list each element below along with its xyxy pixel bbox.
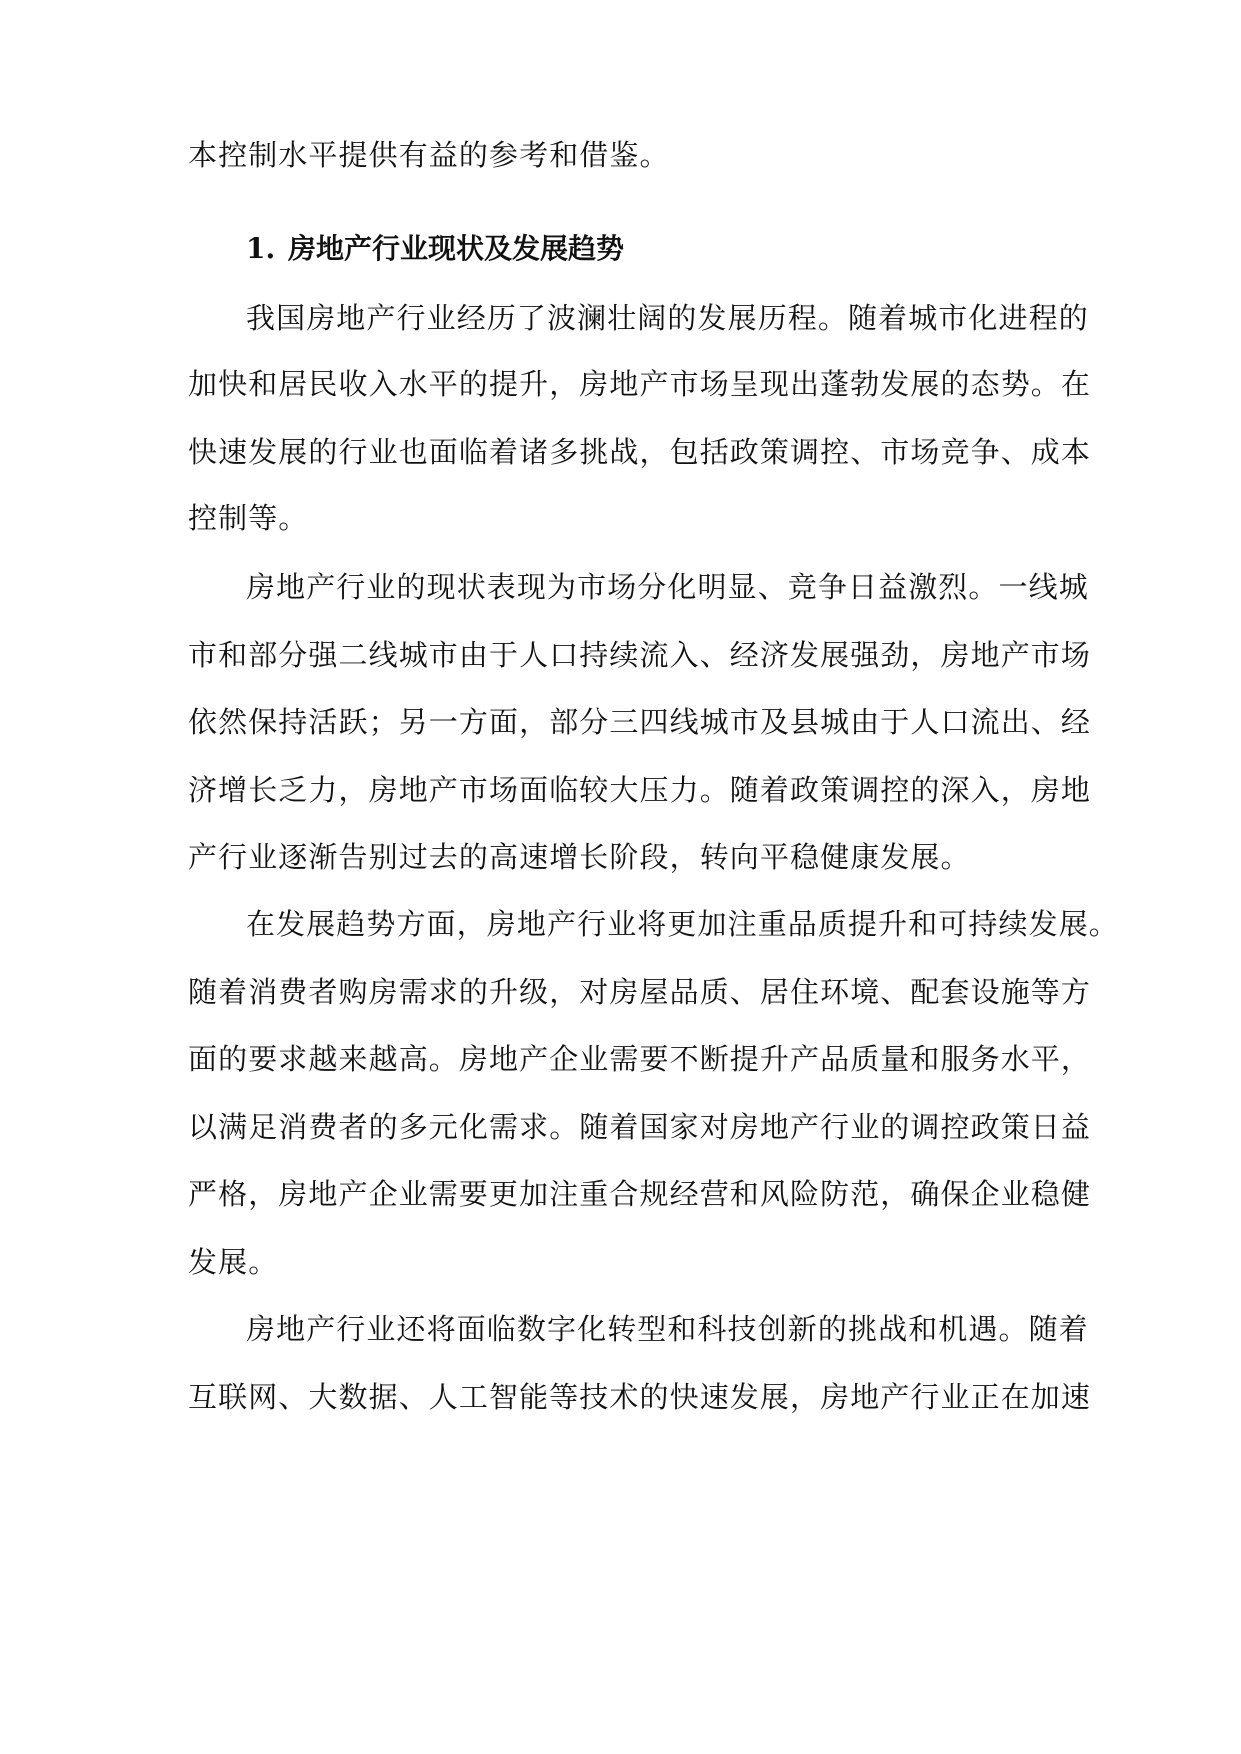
paragraph-line: 以满足消费者的多元化需求。随着国家对房地产行业的调控政策日益 (188, 1110, 1092, 1144)
intro-line: 本控制水平提供有益的参考和借鉴。 (188, 138, 670, 172)
section-heading (246, 229, 624, 269)
paragraph-line: 在发展趋势方面，房地产行业将更加注重品质提升和可持续发展。 (246, 907, 1119, 941)
paragraph-line: 控制等。 (188, 501, 309, 535)
paragraph-line: 互联网、大数据、人工智能等技术的快速发展，房地产行业正在加速 (188, 1380, 1092, 1414)
paragraph-line: 我国房地产行业经历了波澜壮阔的发展历程。随着城市化进程的 (246, 301, 1089, 335)
paragraph-line: 严格，房地产企业需要更加注重合规经营和风险防范，确保企业稳健 (188, 1177, 1092, 1211)
paragraph-line: 面的要求越来越高。房地产企业需要不断提升产品质量和服务水平， (188, 1042, 1092, 1076)
paragraph-line: 随着消费者购房需求的升级，对房屋品质、居住环境、配套设施等方 (188, 975, 1092, 1009)
paragraph-line: 加快和居民收入水平的提升，房地产市场呈现出蓬勃发展的态势。在 (188, 367, 1092, 401)
paragraph-line: 发展。 (188, 1245, 279, 1279)
paragraph-line: 产行业逐渐告别过去的高速增长阶段，转向平稳健康发展。 (188, 840, 971, 874)
section-number: 1. (246, 232, 276, 265)
paragraph-line: 房地产行业的现状表现为市场分化明显、竞争日益激烈。一线城 (246, 570, 1089, 604)
paragraph-line: 市和部分强二线城市由于人口持续流入、经济发展强劲，房地产市场 (188, 638, 1092, 672)
section-title: 房地产行业现状及发展趋势 (288, 232, 625, 265)
paragraph-line: 快速发展的行业也面临着诸多挑战，包括政策调控、市场竞争、成本 (188, 435, 1092, 469)
paragraph-line: 房地产行业还将面临数字化转型和科技创新的挑战和机遇。随着 (246, 1312, 1089, 1346)
paragraph-line: 依然保持活跃；另一方面，部分三四线城市及县城由于人口流出、经 (188, 705, 1092, 739)
paragraph-line: 济增长乏力，房地产市场面临较大压力。随着政策调控的深入，房地 (188, 773, 1092, 807)
